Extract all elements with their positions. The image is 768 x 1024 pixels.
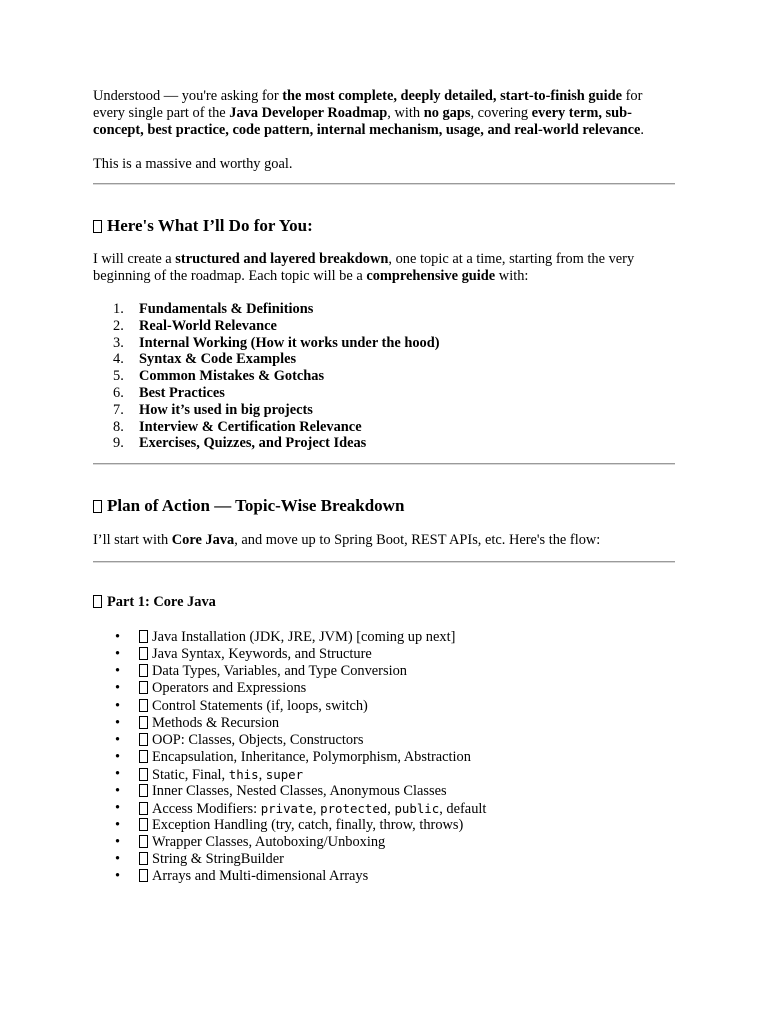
text-run: Understood — you're asking for (93, 88, 283, 104)
list-item (93, 766, 675, 783)
list-item (93, 732, 675, 749)
emoji-placeholder-icon (139, 869, 148, 882)
list-item-label: Real-World Relevance (139, 317, 277, 334)
list-item-label: Exception Handling (try, catch, finally, throw, throws) (152, 817, 464, 834)
guide-components-list (93, 301, 675, 452)
intro-note: This is a massive and worthy goal. (93, 156, 293, 172)
list-item-label: How it’s used in big projects (139, 401, 313, 418)
inline-code: public (394, 801, 440, 817)
list-number: 6. (113, 384, 124, 401)
divider (93, 463, 675, 465)
inline-code: protected (320, 801, 388, 817)
list-item-label: Syntax & Code Examples (139, 351, 297, 368)
list-number: 5. (113, 368, 124, 385)
bullet-icon: • (115, 629, 121, 646)
emoji-placeholder-icon (93, 595, 102, 608)
list-item-label: Java Syntax, Keywords, and Structure (152, 646, 372, 663)
emoji-placeholder-icon (139, 835, 148, 848)
list-item (93, 419, 675, 436)
list-number: 3. (113, 334, 124, 351)
bullet-icon: • (115, 800, 121, 817)
list-number: 8. (113, 418, 124, 435)
text-run: , with (387, 105, 424, 121)
list-item (93, 680, 675, 697)
list-item-label: Operators and Expressions (152, 680, 307, 697)
bullet-icon: • (115, 851, 121, 868)
list-number: 1. (113, 301, 124, 317)
emoji-placeholder-icon (139, 733, 148, 746)
list-item-label: Encapsulation, Inheritance, Polymorphism, Abstraction (152, 748, 471, 765)
emoji-placeholder-icon (93, 500, 102, 513)
bold-text: no gaps (423, 105, 471, 121)
bold-text: the most complete, deeply detailed, start-to-finish guide (282, 88, 622, 104)
list-item-label: Control Statements (if, loops, switch) (152, 697, 368, 714)
section-heading-action: Plan of Action — Topic-Wise Breakdown (93, 496, 675, 516)
list-item-label: Interview & Certification Relevance (139, 418, 362, 435)
bullet-icon: • (115, 817, 121, 834)
emoji-placeholder-icon (139, 681, 148, 694)
part-heading: Part 1: Core Java (93, 594, 675, 611)
text-run: for every single part of the (93, 88, 643, 121)
list-item (93, 800, 675, 817)
bullet-icon: • (115, 714, 121, 731)
list-item-label: , (387, 801, 395, 818)
list-item-label: Wrapper Classes, Autoboxing/Unboxing (152, 834, 386, 851)
emoji-placeholder-icon (139, 852, 148, 865)
bold-text: structured and layered breakdown (175, 251, 389, 267)
emoji-placeholder-icon (139, 818, 148, 831)
emoji-placeholder-icon (139, 664, 148, 677)
list-item (93, 402, 675, 419)
list-item-label: OOP: Classes, Objects, Constructors (152, 731, 364, 748)
bullet-icon: • (115, 765, 121, 782)
list-item-label: Exercises, Quizzes, and Project Ideas (139, 435, 367, 452)
list-item-label: , (258, 766, 266, 783)
list-item (93, 435, 675, 452)
list-item (93, 698, 675, 715)
text-run: , one topic at a time, starting from the very beginning of the roadmap. Each topic will be a (93, 251, 635, 284)
emoji-placeholder-icon (139, 647, 148, 660)
list-item (93, 715, 675, 732)
section-body (93, 251, 675, 285)
list-item-label: Static, Final, (152, 766, 229, 783)
text-run: I’ll start with (93, 532, 172, 549)
bold-text: comprehensive guide (366, 268, 496, 284)
list-item (93, 817, 675, 834)
list-item (93, 868, 675, 885)
emoji-placeholder-icon (93, 220, 102, 233)
text-run: . (640, 122, 645, 138)
list-item-label: , default (439, 801, 487, 818)
divider (93, 561, 675, 563)
list-item (93, 629, 675, 646)
list-item-label: String & StringBuilder (152, 851, 284, 868)
inline-code: private (260, 801, 313, 817)
core-java-topic-list (93, 629, 675, 885)
list-item-label: Common Mistakes & Gotchas (139, 368, 325, 385)
section-body (93, 532, 675, 549)
list-item-label: , (312, 801, 321, 818)
emoji-placeholder-icon (139, 630, 148, 643)
text-run: with: (495, 268, 529, 284)
list-number: 9. (113, 435, 124, 452)
emoji-placeholder-icon (139, 716, 148, 729)
bold-text: Java Developer Roadmap (229, 105, 388, 121)
section-heading-plan: Here's What I’ll Do for You: (93, 216, 675, 236)
emoji-placeholder-icon (139, 768, 148, 781)
list-number: 7. (113, 401, 124, 418)
bullet-icon: • (115, 646, 121, 663)
emoji-placeholder-icon (139, 750, 148, 763)
list-item-label: Data Types, Variables, and Type Conversion (152, 663, 407, 680)
list-item (93, 385, 675, 402)
bullet-icon: • (115, 783, 121, 800)
list-item-label: Java Installation (JDK, JRE, JVM) [coming up next] (152, 629, 456, 646)
list-item (93, 783, 675, 800)
list-item-label: Best Practices (139, 384, 225, 401)
list-item-label: Arrays and Multi-dimensional Arrays (152, 868, 369, 885)
list-item-label: Methods & Recursion (152, 714, 280, 731)
list-number: 2. (113, 317, 124, 334)
bullet-icon: • (115, 731, 121, 748)
list-item (93, 749, 675, 766)
bullet-icon: • (115, 748, 121, 765)
bullet-icon: • (115, 834, 121, 851)
intro-paragraph (93, 88, 675, 139)
list-item (93, 318, 675, 335)
bold-text: every term, sub-concept, best practice, code pattern, internal mechanism, usage, and real-world relevance (93, 105, 641, 138)
text-run: , and move up to Spring Boot, REST APIs, etc. Here's the flow: (234, 532, 601, 549)
emoji-placeholder-icon (139, 699, 148, 712)
text-run: , covering (470, 105, 532, 121)
bullet-icon: • (115, 680, 121, 697)
emoji-placeholder-icon (139, 784, 148, 797)
bullet-icon: • (115, 697, 121, 714)
bullet-icon: • (115, 868, 121, 885)
bold-text: Core Java (171, 532, 235, 549)
list-item (93, 851, 675, 868)
list-item (93, 834, 675, 851)
inline-code: this (228, 766, 259, 782)
list-item-label: Inner Classes, Nested Classes, Anonymous Classes (152, 783, 447, 800)
emoji-placeholder-icon (139, 802, 148, 815)
document-page (93, 88, 675, 886)
list-item-label: Internal Working (How it works under the hood) (139, 334, 440, 351)
list-item (93, 351, 675, 368)
text-run: I will create a (93, 251, 176, 267)
list-number: 4. (113, 351, 124, 368)
list-item (93, 663, 675, 680)
list-item (93, 301, 675, 318)
inline-code: super (265, 766, 304, 782)
list-item (93, 368, 675, 385)
list-item (93, 335, 675, 352)
divider (93, 183, 675, 185)
list-item (93, 646, 675, 663)
list-item-label: Access Modifiers: (152, 801, 261, 818)
bullet-icon: • (115, 663, 121, 680)
list-item-label: Fundamentals & Definitions (139, 301, 314, 317)
